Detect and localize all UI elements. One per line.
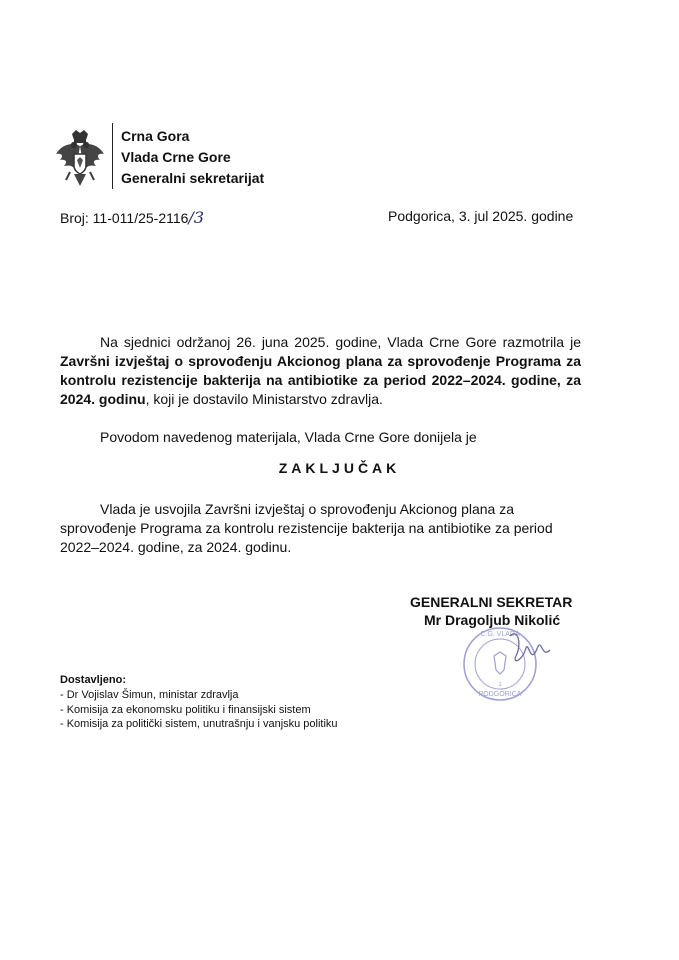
coat-of-arms-icon	[54, 128, 106, 190]
paragraph-session	[60, 333, 581, 409]
institution-header	[121, 126, 264, 189]
conclusion-heading: ZAKLJUČAK	[278, 460, 401, 476]
official-stamp	[452, 618, 570, 708]
signatory-name: Mr Dragoljub Nikolić	[424, 612, 561, 628]
distribution-item: - Komisija za politički sistem, unutrašnju i vanjsku politiku	[60, 718, 338, 730]
government-name: Vlada Crne Gore	[121, 149, 231, 165]
secretariat-name: Generalni sekretarijat	[121, 170, 265, 186]
document-date: Podgorica, 3. jul 2025. godine	[388, 208, 574, 224]
reference-number-text: Broj: 11-011/25-2116	[60, 210, 189, 226]
distribution-item: - Komisija za ekonomsku politiku i finansijski sistem	[60, 703, 311, 716]
paragraph-session-end: , koji je dostavilo Ministarstvo zdravlja.	[145, 391, 383, 407]
stamp-top-text: C.G. VLADA	[480, 631, 520, 638]
header-divider	[112, 123, 113, 189]
paragraph-decision-intro: Povodom navedenog materijala, Vlada Crne Gore donijela je	[100, 429, 477, 445]
reference-number	[60, 208, 204, 227]
paragraph-conclusion: Vlada je usvojila Završni izvještaj o sprovođenju Akcionog plana za sprovođenje Programa za kontrolu rezistencije bakterija na antibiotike za period 2022–2024. godine, za 2024. godinu.	[60, 501, 553, 555]
signatory-title: GENERALNI SEKRETAR	[410, 594, 573, 610]
paragraph-session-intro: Na sjednici održanoj 26. juna 2025. godine, Vlada Crne Gore razmotrila je	[100, 334, 581, 350]
distribution-list	[60, 688, 338, 732]
reference-handwritten-suffix: /3	[188, 208, 204, 227]
country-name: Crna Gora	[121, 128, 190, 144]
distribution-item: - Dr Vojislav Šimun, ministar zdravlja	[60, 689, 239, 701]
stamp-number: 1	[498, 682, 502, 688]
distribution-heading: Dostavljeno:	[60, 674, 127, 686]
stamp-bottom-text: PODGORICA	[478, 691, 522, 698]
report-title: Završni izvještaj o sprovođenju Akcionog plana za sprovođenje Programa za kontrolu rezistencije bakterija na antibiotike za period 2022–2024. godine, za 2024. godinu	[60, 353, 581, 407]
